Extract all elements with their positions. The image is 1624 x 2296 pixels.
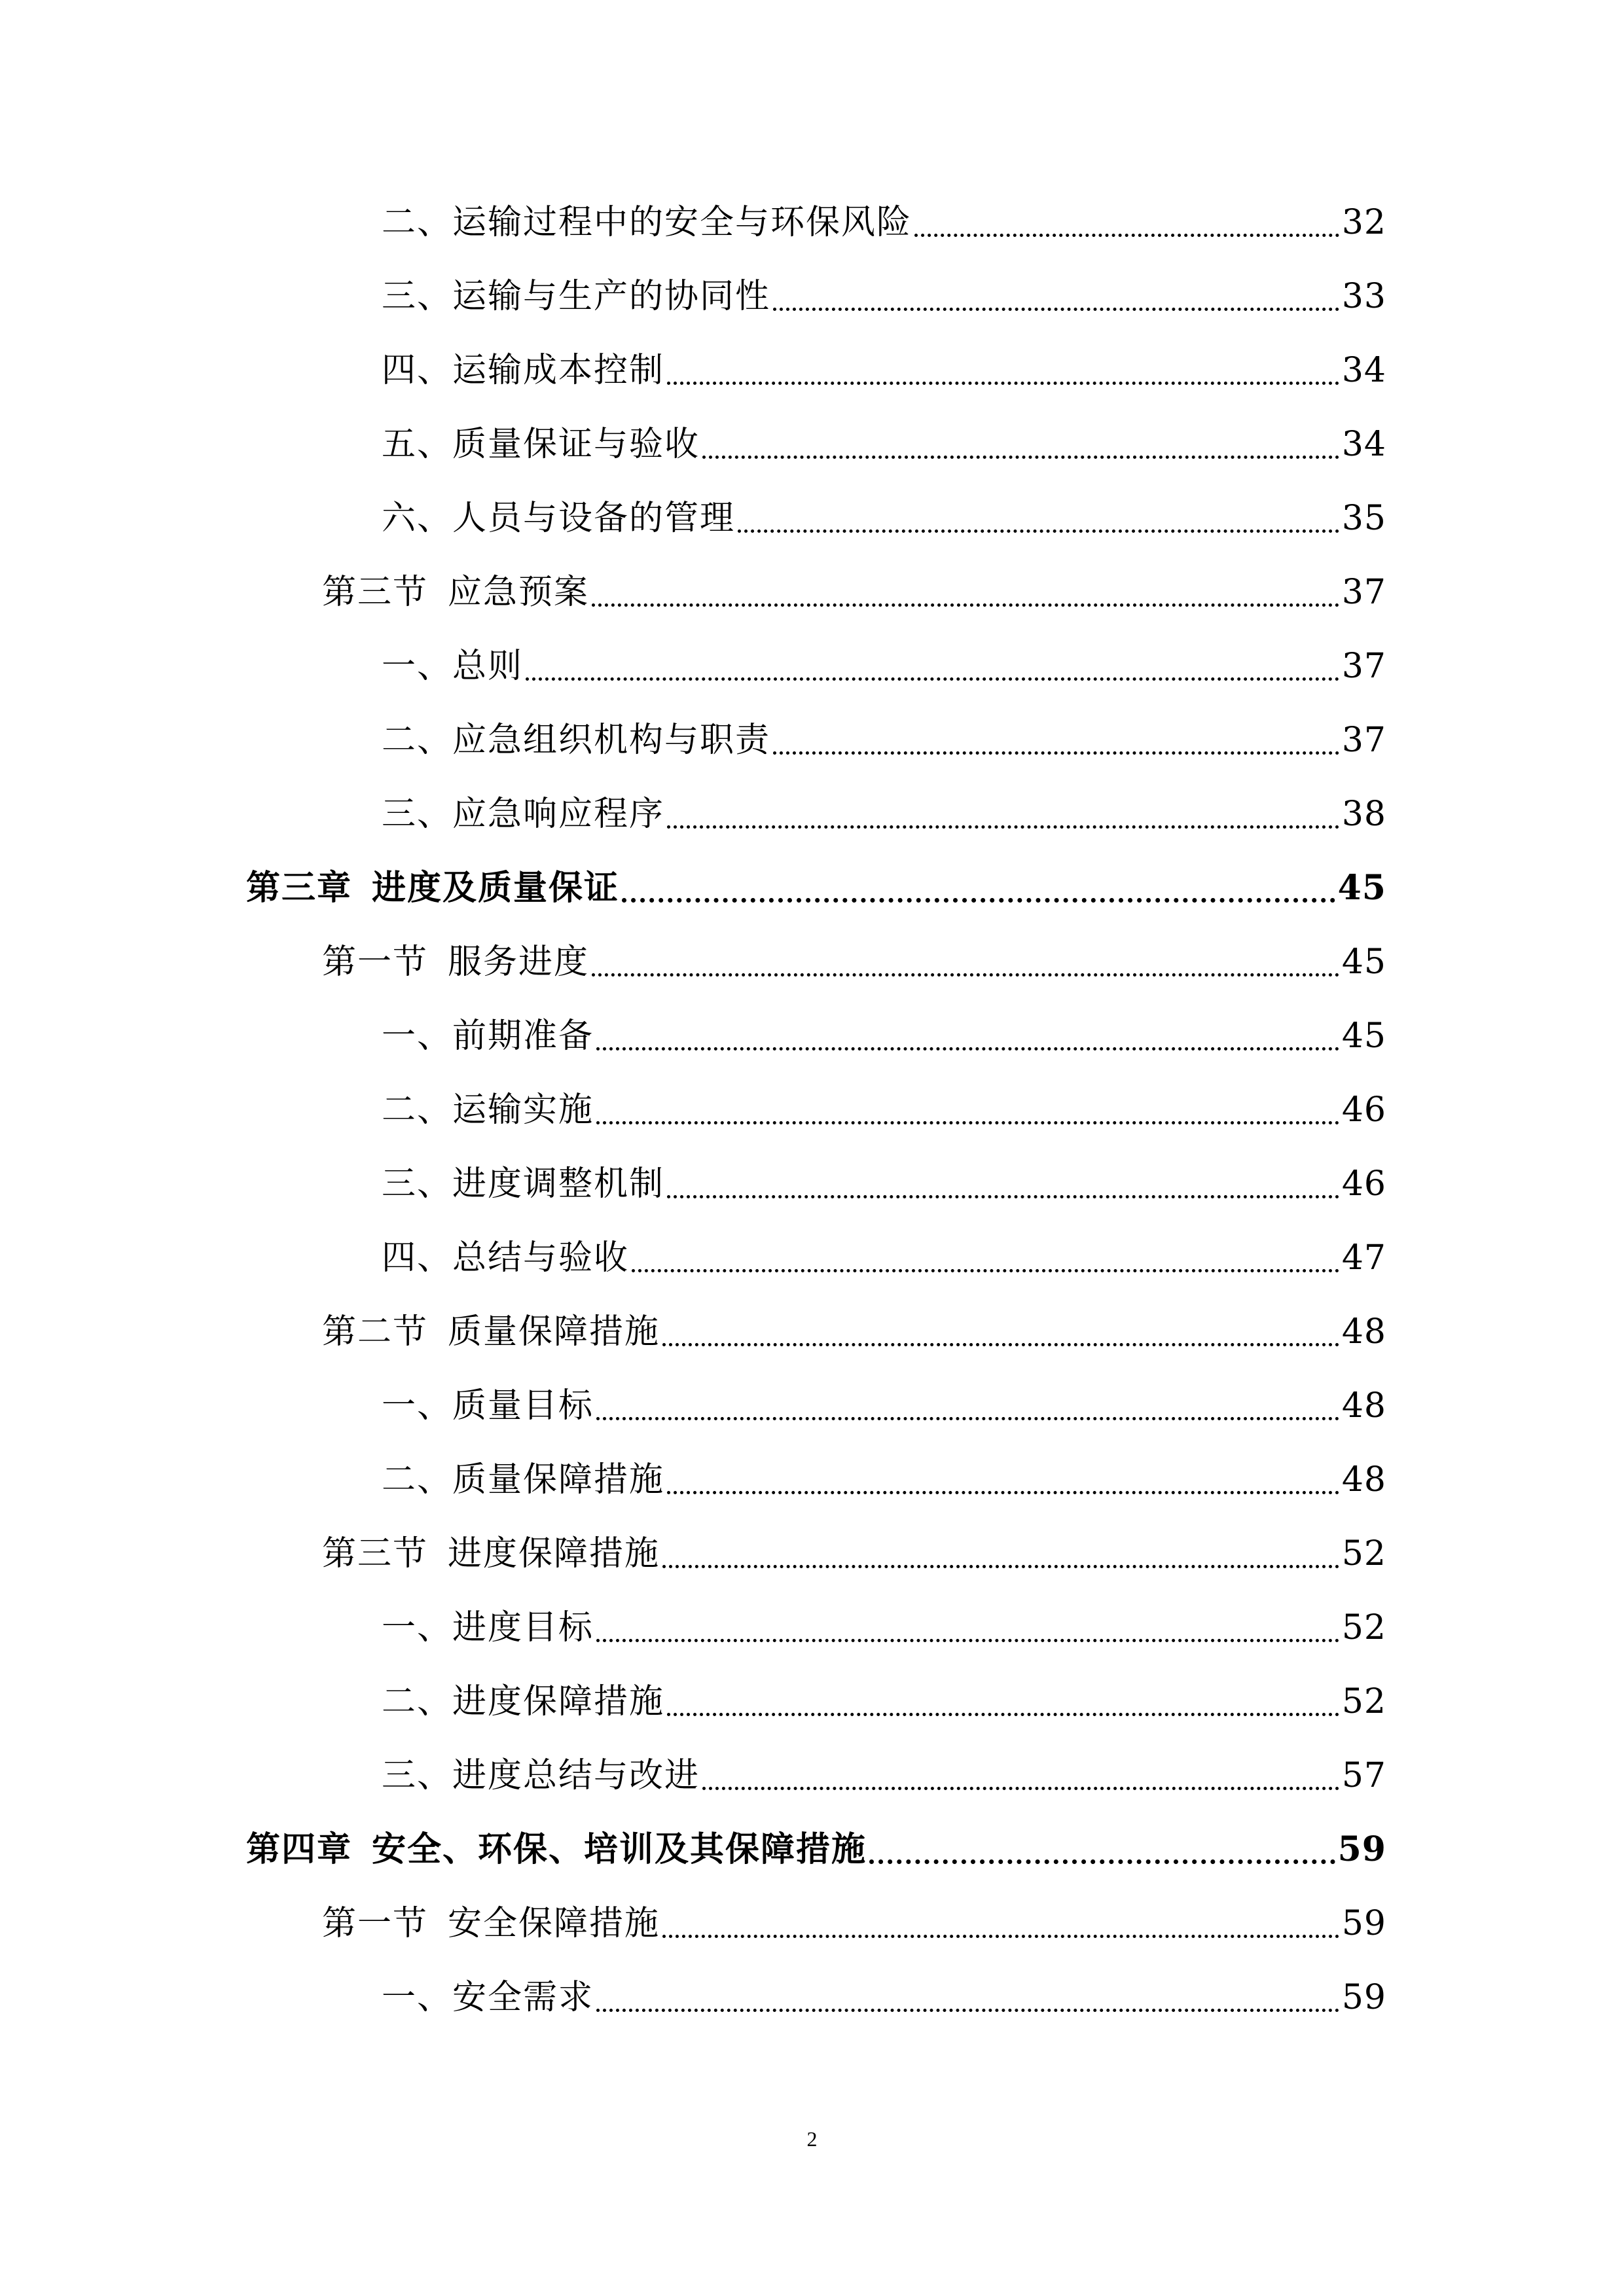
toc-chapter-number: 第四章 — [246, 1829, 353, 1869]
toc-chapter-entry[interactable] — [246, 1823, 1386, 1876]
toc-entry-label: 一、进度目标 — [382, 1608, 594, 1647]
dot-leader — [667, 1195, 1339, 1198]
toc-chapter-entry[interactable] — [246, 862, 1386, 914]
toc-entry-label — [246, 1823, 867, 1876]
toc-entry[interactable] — [382, 1676, 1386, 1728]
toc-section-title: 应急预案 — [448, 573, 590, 612]
toc-page-number: 45 — [1341, 1016, 1386, 1056]
toc-chapter-title: 进度及质量保证 — [372, 868, 620, 908]
toc-entry-label: 二、应急组织机构与职责 — [382, 721, 771, 760]
dot-leader — [662, 1343, 1339, 1346]
dot-leader — [869, 1859, 1335, 1864]
toc-page-number: 52 — [1341, 1534, 1386, 1573]
toc-entry[interactable] — [382, 196, 1386, 249]
toc-entry-label — [322, 936, 589, 988]
toc-page-number: 46 — [1341, 1164, 1386, 1204]
toc-entry-label — [322, 1897, 660, 1950]
toc-chapter-number: 第三章 — [246, 868, 353, 908]
toc-section-title: 进度保障措施 — [448, 1534, 660, 1573]
toc-section-number: 第二节 — [322, 1312, 429, 1352]
toc-entry[interactable] — [382, 788, 1386, 840]
toc-page-number: 46 — [1341, 1090, 1386, 1130]
toc-entry-label: 二、进度保障措施 — [382, 1682, 665, 1721]
toc-section-entry[interactable] — [322, 566, 1386, 619]
toc-entry-label: 一、安全需求 — [382, 1978, 594, 2017]
dot-leader — [667, 1491, 1339, 1494]
toc-entry[interactable] — [382, 1084, 1386, 1136]
dot-leader — [592, 603, 1339, 607]
toc-entry[interactable] — [382, 1454, 1386, 1506]
dot-leader — [773, 308, 1339, 311]
toc-page-number: 59 — [1341, 1904, 1386, 1943]
toc-entry[interactable] — [382, 270, 1386, 323]
toc-page-number: 35 — [1341, 499, 1386, 538]
dot-leader — [596, 2009, 1339, 2012]
toc-entry-label: 二、质量保障措施 — [382, 1460, 665, 1499]
dot-leader — [596, 1047, 1339, 1050]
dot-leader — [662, 1565, 1339, 1568]
toc-entry-label — [246, 862, 619, 914]
toc-page-number: 37 — [1341, 573, 1386, 612]
toc-page-number: 37 — [1341, 647, 1386, 686]
toc-entry-label — [322, 1306, 660, 1358]
toc-section-title: 服务进度 — [448, 942, 590, 982]
toc-entry[interactable] — [382, 714, 1386, 766]
toc-page-number: 38 — [1341, 795, 1386, 834]
toc-entry[interactable] — [382, 640, 1386, 692]
toc-section-entry[interactable] — [322, 1306, 1386, 1358]
toc-entry[interactable] — [382, 1232, 1386, 1284]
toc-entry[interactable] — [382, 344, 1386, 397]
dot-leader — [592, 973, 1339, 977]
dot-leader — [702, 456, 1339, 459]
dot-leader — [596, 1639, 1339, 1642]
toc-section-entry[interactable] — [322, 936, 1386, 988]
toc-page-number: 48 — [1341, 1312, 1386, 1352]
dot-leader — [667, 825, 1339, 829]
dot-leader — [596, 1417, 1339, 1420]
toc-section-title: 质量保障措施 — [448, 1312, 660, 1352]
toc-page-number: 37 — [1341, 721, 1386, 760]
dot-leader — [622, 898, 1335, 903]
toc-entry-label: 一、质量目标 — [382, 1386, 594, 1426]
toc-section-entry[interactable] — [322, 1528, 1386, 1580]
toc-entry[interactable] — [382, 492, 1386, 545]
toc-entry[interactable] — [382, 1380, 1386, 1432]
toc-page-number: 45 — [1341, 942, 1386, 982]
toc-entry-label: 四、总结与验收 — [382, 1238, 630, 1278]
toc-page-number: 59 — [1341, 1978, 1386, 2017]
toc-entry-label: 三、进度调整机制 — [382, 1164, 665, 1204]
toc-entry-label: 二、运输过程中的安全与环保风险 — [382, 203, 912, 242]
toc-page-number: 34 — [1341, 425, 1386, 464]
dot-leader — [632, 1269, 1339, 1272]
toc-section-title: 安全保障措施 — [448, 1904, 660, 1943]
toc-entry-label: 六、人员与设备的管理 — [382, 499, 736, 538]
toc-page-number: 48 — [1341, 1460, 1386, 1499]
toc-page-number: 59 — [1337, 1829, 1386, 1869]
dot-leader — [667, 382, 1339, 385]
toc-entry[interactable] — [382, 1602, 1386, 1654]
toc-entry-label: 二、运输实施 — [382, 1090, 594, 1130]
toc-page-number: 52 — [1341, 1682, 1386, 1721]
dot-leader — [773, 751, 1339, 755]
toc-page-number: 34 — [1341, 351, 1386, 390]
dot-leader — [662, 1935, 1339, 1938]
toc-entry[interactable] — [382, 1749, 1386, 1802]
toc-entry-label: 四、运输成本控制 — [382, 351, 665, 390]
dot-leader — [596, 1121, 1339, 1124]
toc-page-number: 47 — [1341, 1238, 1386, 1278]
toc-section-number: 第三节 — [322, 573, 429, 612]
toc-entry-label: 一、前期准备 — [382, 1016, 594, 1056]
page-number: 2 — [806, 2127, 818, 2151]
dot-leader — [667, 1713, 1339, 1716]
dot-leader — [702, 1787, 1339, 1790]
toc-entry-label: 三、应急响应程序 — [382, 795, 665, 834]
dot-leader — [738, 529, 1339, 533]
toc-entry-label: 一、总则 — [382, 647, 524, 686]
toc-section-number: 第一节 — [322, 1904, 429, 1943]
toc-entry[interactable] — [382, 418, 1386, 471]
toc-page-number: 33 — [1341, 277, 1386, 316]
toc-entry[interactable] — [382, 1158, 1386, 1210]
toc-entry-label: 三、运输与生产的协同性 — [382, 277, 771, 316]
toc-page-number: 45 — [1337, 868, 1386, 908]
toc-entry-label — [322, 566, 589, 619]
toc-entry[interactable] — [382, 1010, 1386, 1062]
toc-page-number: 48 — [1341, 1386, 1386, 1426]
toc-entry-label: 三、进度总结与改进 — [382, 1756, 700, 1795]
toc-chapter-title: 安全、环保、培训及其保障措施 — [372, 1829, 867, 1869]
dot-leader — [914, 234, 1339, 237]
toc-section-number: 第一节 — [322, 942, 429, 982]
toc-entry-label: 五、质量保证与验收 — [382, 425, 700, 464]
toc-page-number: 32 — [1341, 203, 1386, 242]
toc-entry[interactable] — [382, 1971, 1386, 2024]
toc-page-number: 52 — [1341, 1608, 1386, 1647]
dot-leader — [526, 677, 1339, 681]
toc-entry-label — [322, 1528, 660, 1580]
toc-section-entry[interactable] — [322, 1897, 1386, 1950]
toc-section-number: 第三节 — [322, 1534, 429, 1573]
toc-page-number: 57 — [1341, 1756, 1386, 1795]
